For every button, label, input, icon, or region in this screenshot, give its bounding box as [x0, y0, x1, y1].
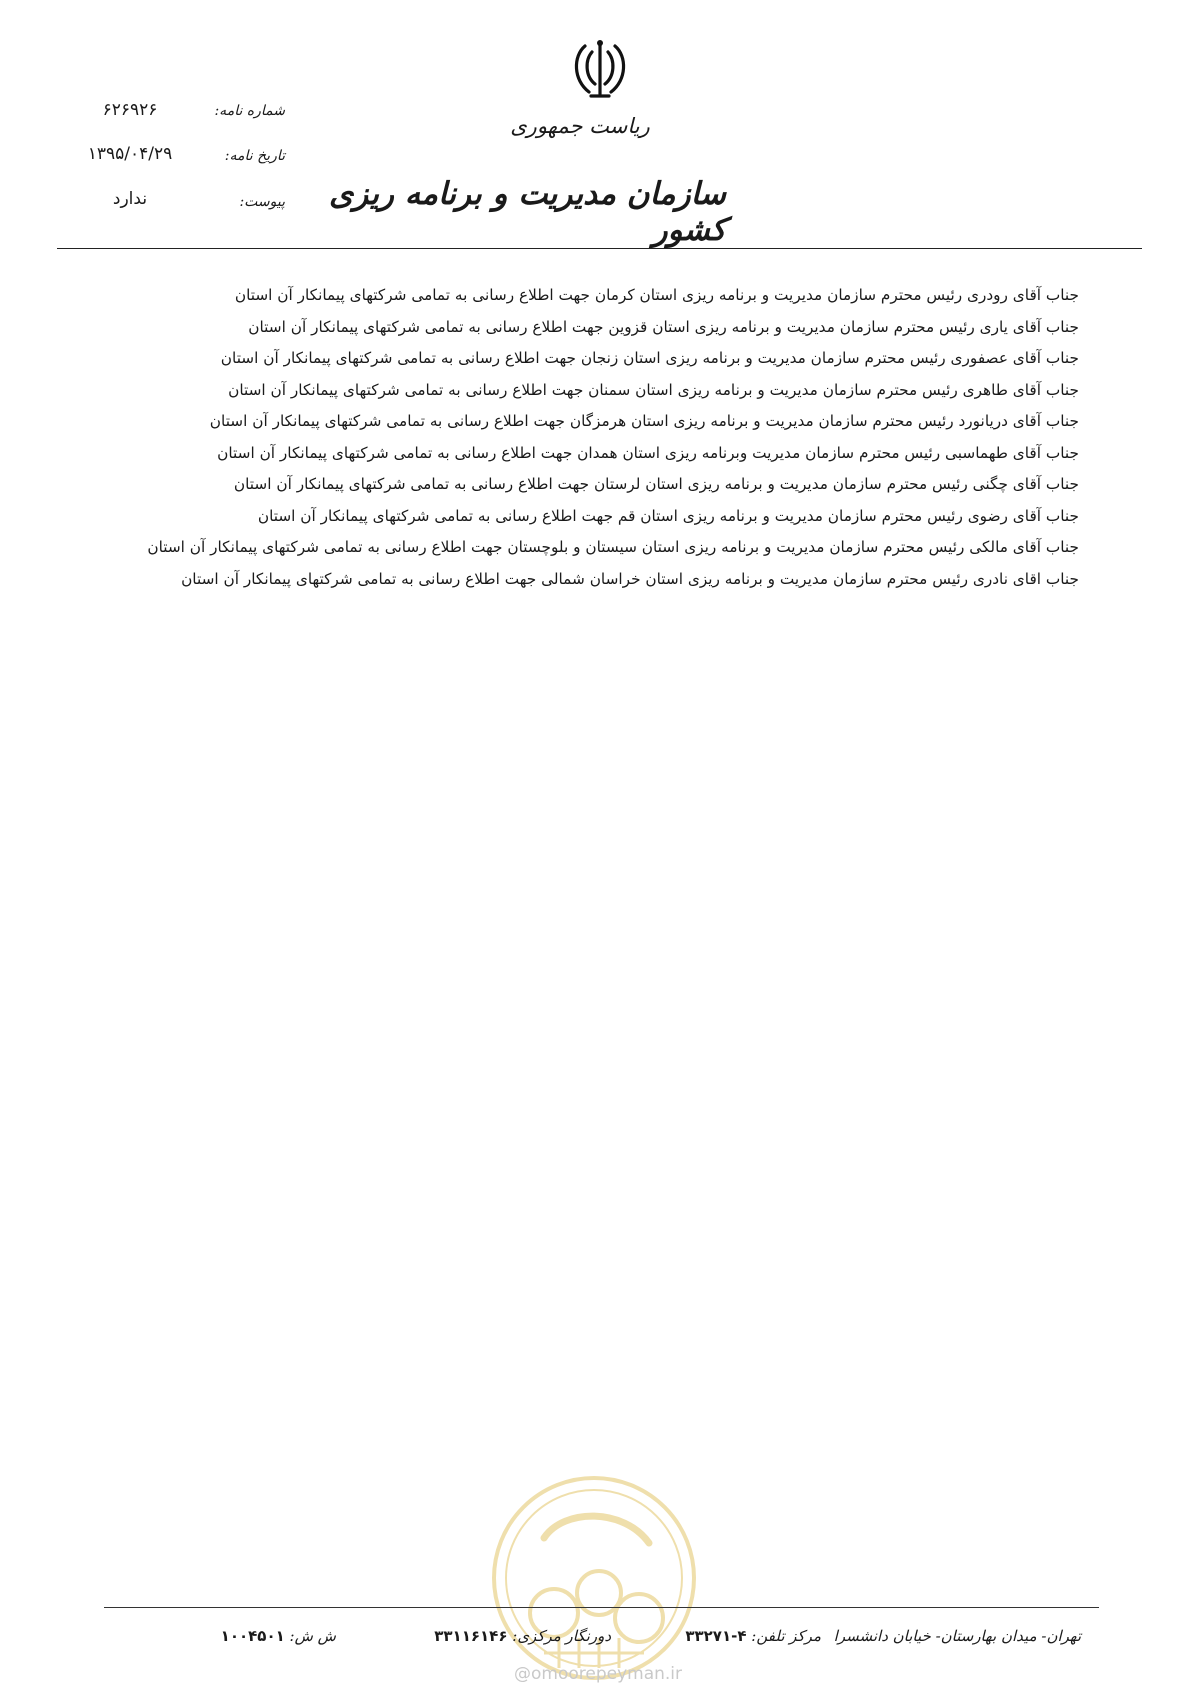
organization-name: سازمان مدیریت و برنامه ریزی کشور [328, 176, 726, 248]
phone-label: مرکز تلفن: [751, 1627, 821, 1645]
footer-divider [104, 1607, 1099, 1608]
attachment-value: ندارد [112, 189, 148, 209]
addressee-line: جناب آقای چگنی رئیس محترم سازمان مدیریت و برنامه ریزی استان لرستان جهت اطلاع رسانی به تمامی شرکتهای پیمانکار آن استان [233, 475, 1079, 493]
addressee-line: جناب اقای نادری رئیس محترم سازمان مدیریت و برنامه ریزی استان خراسان شمالی جهت اطلاع رسانی به تمامی شرکتهای پیمانکار آن استان [181, 569, 1079, 588]
footer-address: تهران- میدان بهارستان- خیابان دانشسرا [833, 1627, 1081, 1645]
phone-value: ۴-۳۳۲۷۱ [685, 1627, 747, 1645]
addressee-list [99, 280, 1079, 595]
ss-value: ۱۰۰۴۵۰۱ [220, 1627, 285, 1645]
presidency-title: ریاست جمهوری [510, 114, 650, 138]
footer-ss [221, 1627, 336, 1645]
footer-phone [685, 1627, 821, 1645]
fax-label: دورنگار مرکزی: [512, 1627, 611, 1645]
watermark-url: @omoorepeyman.ir [513, 1664, 683, 1684]
ss-label: ش ش: [289, 1627, 336, 1645]
addressee-line: جناب آقای طاهری رئیس محترم سازمان مدیریت و برنامه ریزی استان سمنان جهت اطلاع رسانی به تمامی شرکتهای پیمانکار آن استان [228, 380, 1079, 399]
attachment-label: پیوست: [239, 194, 285, 210]
footer-fax [434, 1627, 611, 1645]
letter-number-label: شماره نامه: [214, 103, 285, 119]
addressee-line: جناب آقای مالکی رئیس محترم سازمان مدیریت و برنامه ریزی استان سیستان و بلوچستان جهت اطلاع رسانی به تمامی شرکتهای پیمانکار آن استان [147, 538, 1079, 556]
letter-date-label: تاریخ نامه: [224, 148, 285, 164]
letter-number-value: ۶۲۶۹۲۶ [102, 100, 158, 120]
addressee-line: جناب آقای عصفوری رئیس محترم سازمان مدیریت و برنامه ریزی استان زنجان جهت اطلاع رسانی به تمامی شرکتهای پیمانکار آن استان [220, 349, 1079, 367]
fax-value: ۳۳۱۱۶۱۴۶ [434, 1627, 508, 1645]
header-divider [57, 248, 1142, 249]
addressee-line: جناب آقای رضوی رئیس محترم سازمان مدیریت و برنامه ریزی استان قم جهت اطلاع رسانی به تمامی شرکتهای پیمانکار آن استان [257, 506, 1079, 525]
letter-date-value: ۱۳۹۵/۰۴/۲۹ [87, 144, 173, 164]
addressee-line: جناب آقای دریانورد رئیس محترم سازمان مدیریت و برنامه ریزی استان هرمزگان جهت اطلاع رسانی به تمامی شرکتهای پیمانکار آن استان [209, 412, 1079, 430]
watermark-seal-icon [484, 1468, 704, 1688]
addressee-line: جناب آقای طهماسبی رئیس محترم سازمان مدیریت وبرنامه ریزی استان همدان جهت اطلاع رسانی به تمامی شرکتهای پیمانکار آن استان [217, 443, 1079, 462]
iran-emblem-icon [565, 38, 635, 100]
addressee-line: جناب آقای یاری رئیس محترم سازمان مدیریت و برنامه ریزی استان قزوین جهت اطلاع رسانی به تمامی شرکتهای پیمانکار آن استان [248, 317, 1079, 336]
addressee-line: جناب آقای رودری رئیس محترم سازمان مدیریت و برنامه ریزی استان کرمان جهت اطلاع رسانی به تمامی شرکتهای پیمانکار آن استان [234, 286, 1079, 304]
